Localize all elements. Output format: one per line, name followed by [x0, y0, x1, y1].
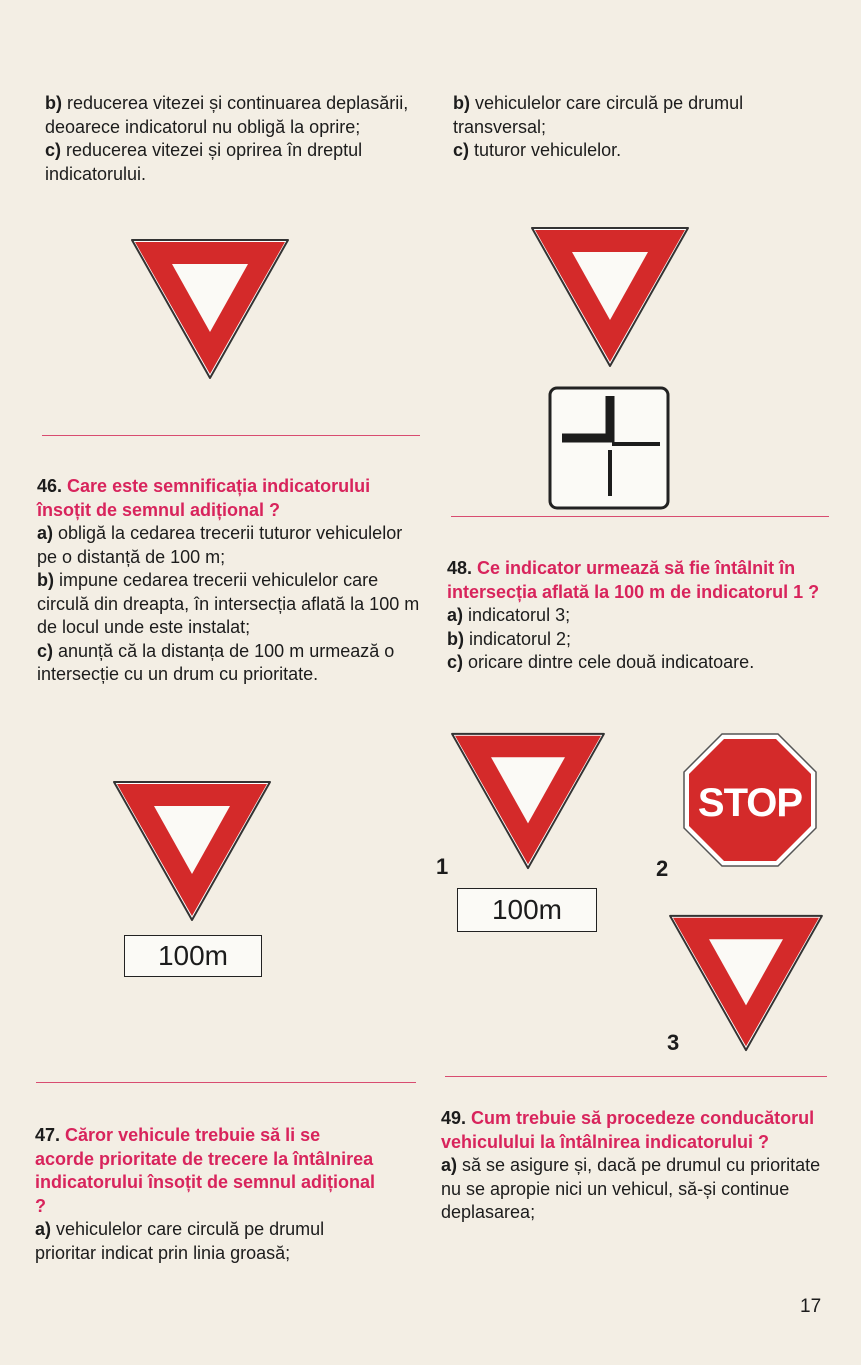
- question-47-title: [35, 1124, 380, 1218]
- question-number: 48.: [447, 558, 473, 578]
- question-48-title: [447, 557, 832, 604]
- question-text: Ce indicator urmează să fie întâlnit în intersecția aflată la 100 m de indicatorul 1 ?: [447, 558, 820, 602]
- question-text: Căror vehicule trebuie să li se acorde prioritate de trecere la întâlnirea indicatorului însoțit de semnul adițional ?: [35, 1125, 376, 1216]
- answer-text: vehiculelor care circulă pe drumul transversal;: [453, 93, 744, 137]
- question-text: Cum trebuie să procedeze conducătorul vehiculului la întâlnirea indicatorului ?: [441, 1108, 815, 1152]
- distance-plate: 100m: [457, 888, 597, 932]
- answer-b: [447, 628, 832, 652]
- answer-text: vehiculelor care circulă pe drumul prioritar indicat prin linia groasă;: [35, 1219, 325, 1263]
- answer-b: [37, 569, 422, 640]
- yield-sign-icon: [126, 234, 294, 384]
- answer-text: reducerea vitezei și continuarea deplasării, deoarece indicatorul nu obligă la oprire;: [45, 93, 409, 137]
- sign-number-2: 2: [656, 856, 669, 881]
- answer-label: a): [447, 605, 464, 625]
- sign-number-3: 3: [667, 1030, 680, 1055]
- question-46: [37, 475, 422, 687]
- left-top-answers: [45, 92, 415, 186]
- yield-sign-icon: [446, 728, 610, 874]
- question-46-title: [37, 475, 422, 522]
- question-48: [447, 557, 832, 675]
- answer-label: c): [453, 140, 470, 160]
- yield-sign-icon: [108, 776, 276, 926]
- answer-label: a): [441, 1155, 458, 1175]
- answer-text: indicatorul 2;: [464, 628, 572, 649]
- answer-label: c): [447, 652, 464, 672]
- answer-text: anunță că la distanța de 100 m urmează o intersecție cu un drum cu prioritate.: [37, 640, 395, 684]
- answer-label: b): [447, 628, 464, 649]
- sign-number-1: 1: [436, 854, 449, 879]
- question-47: [35, 1124, 380, 1265]
- question-47-continued: [453, 92, 833, 163]
- answer-label: b): [453, 93, 470, 113]
- priority-road-plate-icon: [548, 386, 670, 510]
- question-number: 47.: [35, 1125, 61, 1145]
- answer-a: [37, 522, 422, 569]
- answer-a: [441, 1154, 826, 1225]
- answer-label: c): [37, 640, 54, 661]
- answer-a: [447, 604, 832, 628]
- stop-text: STOP: [697, 781, 803, 825]
- answer-text: obligă la cedarea trecerii tuturor vehiculelor pe o distanță de 100 m;: [37, 523, 403, 567]
- section-divider: [42, 435, 420, 436]
- distance-plate: 100m: [124, 935, 262, 977]
- question-text: Care este semnificația indicatorului însoțit de semnul adițional ?: [37, 476, 371, 520]
- answer-label: c): [45, 140, 62, 160]
- answer-label: b): [45, 93, 62, 113]
- answer-c: [37, 640, 422, 687]
- answer-c: [447, 651, 832, 675]
- answer-text: indicatorul 3;: [463, 605, 571, 625]
- question-49: [441, 1107, 826, 1225]
- answer-label: b): [37, 570, 54, 590]
- answer-a: [35, 1218, 380, 1265]
- section-divider: [451, 516, 829, 517]
- question-number: 46.: [37, 476, 63, 496]
- answer-text: să se asigure și, dacă pe drumul cu prioritate nu se apropie nici un vehicul, să-și continue deplasarea;: [441, 1155, 821, 1222]
- question-number: 49.: [441, 1108, 467, 1128]
- answer-c: [453, 139, 833, 163]
- answer-text: tuturor vehiculelor.: [469, 140, 622, 160]
- answer-b: [45, 92, 415, 139]
- answer-text: reducerea vitezei și oprirea în dreptul indicatorului.: [45, 140, 363, 184]
- page-number: 17: [800, 1296, 822, 1317]
- answer-text: oricare dintre cele două indicatoare.: [463, 652, 755, 672]
- answer-text: impune cedarea trecerii vehiculelor care circulă din dreapta, în intersecția aflată la 100 m de locul unde este instalat;: [37, 570, 420, 637]
- stop-sign-icon: [682, 732, 818, 868]
- yield-sign-icon: [526, 222, 694, 372]
- section-divider: [36, 1082, 416, 1083]
- answer-label: a): [37, 523, 54, 543]
- answer-c: [45, 139, 415, 186]
- yield-sign-icon: [664, 910, 828, 1056]
- answer-label: a): [35, 1219, 52, 1239]
- question-49-title: [441, 1107, 826, 1154]
- section-divider: [445, 1076, 827, 1077]
- answer-b: [453, 92, 833, 139]
